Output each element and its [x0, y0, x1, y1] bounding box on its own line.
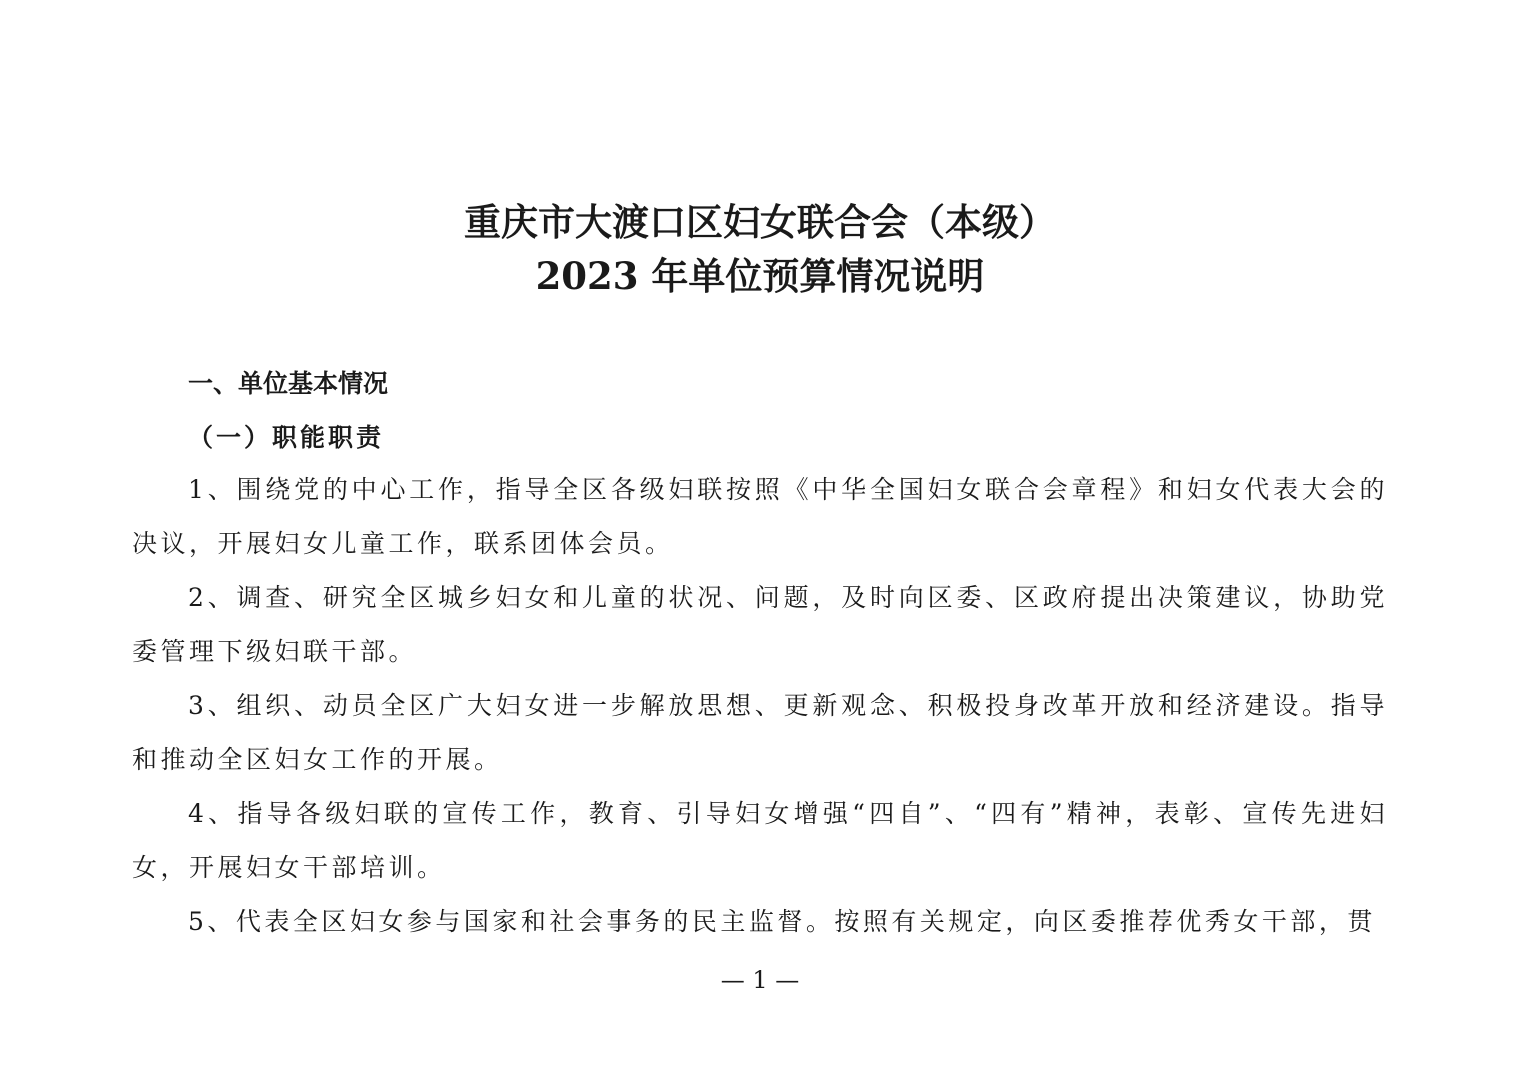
- duty-paragraph-4: 4、指导各级妇联的宣传工作，教育、引导妇女增强“四自”、“四有”精神，表彰、宣传先进妇女，开展妇女干部培训。: [132, 799, 1388, 882]
- duty-paragraph-3: 3、组织、动员全区广大妇女进一步解放思想、更新观念、积极投身改革开放和经济建设。指导和推动全区妇女工作的开展。: [132, 691, 1388, 774]
- page-number: — 1 —: [720, 966, 800, 994]
- duty-paragraph-2: 2、调查、研究全区城乡妇女和儿童的状况、问题，及时向区委、区政府提出决策建议，协助党委管理下级妇联干部。: [132, 583, 1388, 666]
- sub-heading-duties: （一）职能职责: [188, 423, 385, 452]
- document-title-line2: 2023 年单位预算情况说明: [535, 254, 985, 298]
- section-heading-basic-info: 一、单位基本情况: [188, 369, 389, 398]
- duty-paragraph-1: 1、围绕党的中心工作，指导全区各级妇联按照《中华全国妇女联合会章程》和妇女代表大会的决议，开展妇女儿童工作，联系团体会员。: [132, 475, 1388, 558]
- document-title-line1: 重庆市大渡口区妇女联合会（本级）: [464, 200, 1056, 244]
- duty-paragraph-5: 5、代表全区妇女参与国家和社会事务的民主监督。按照有关规定，向区委推荐优秀女干部，贯: [188, 907, 1376, 936]
